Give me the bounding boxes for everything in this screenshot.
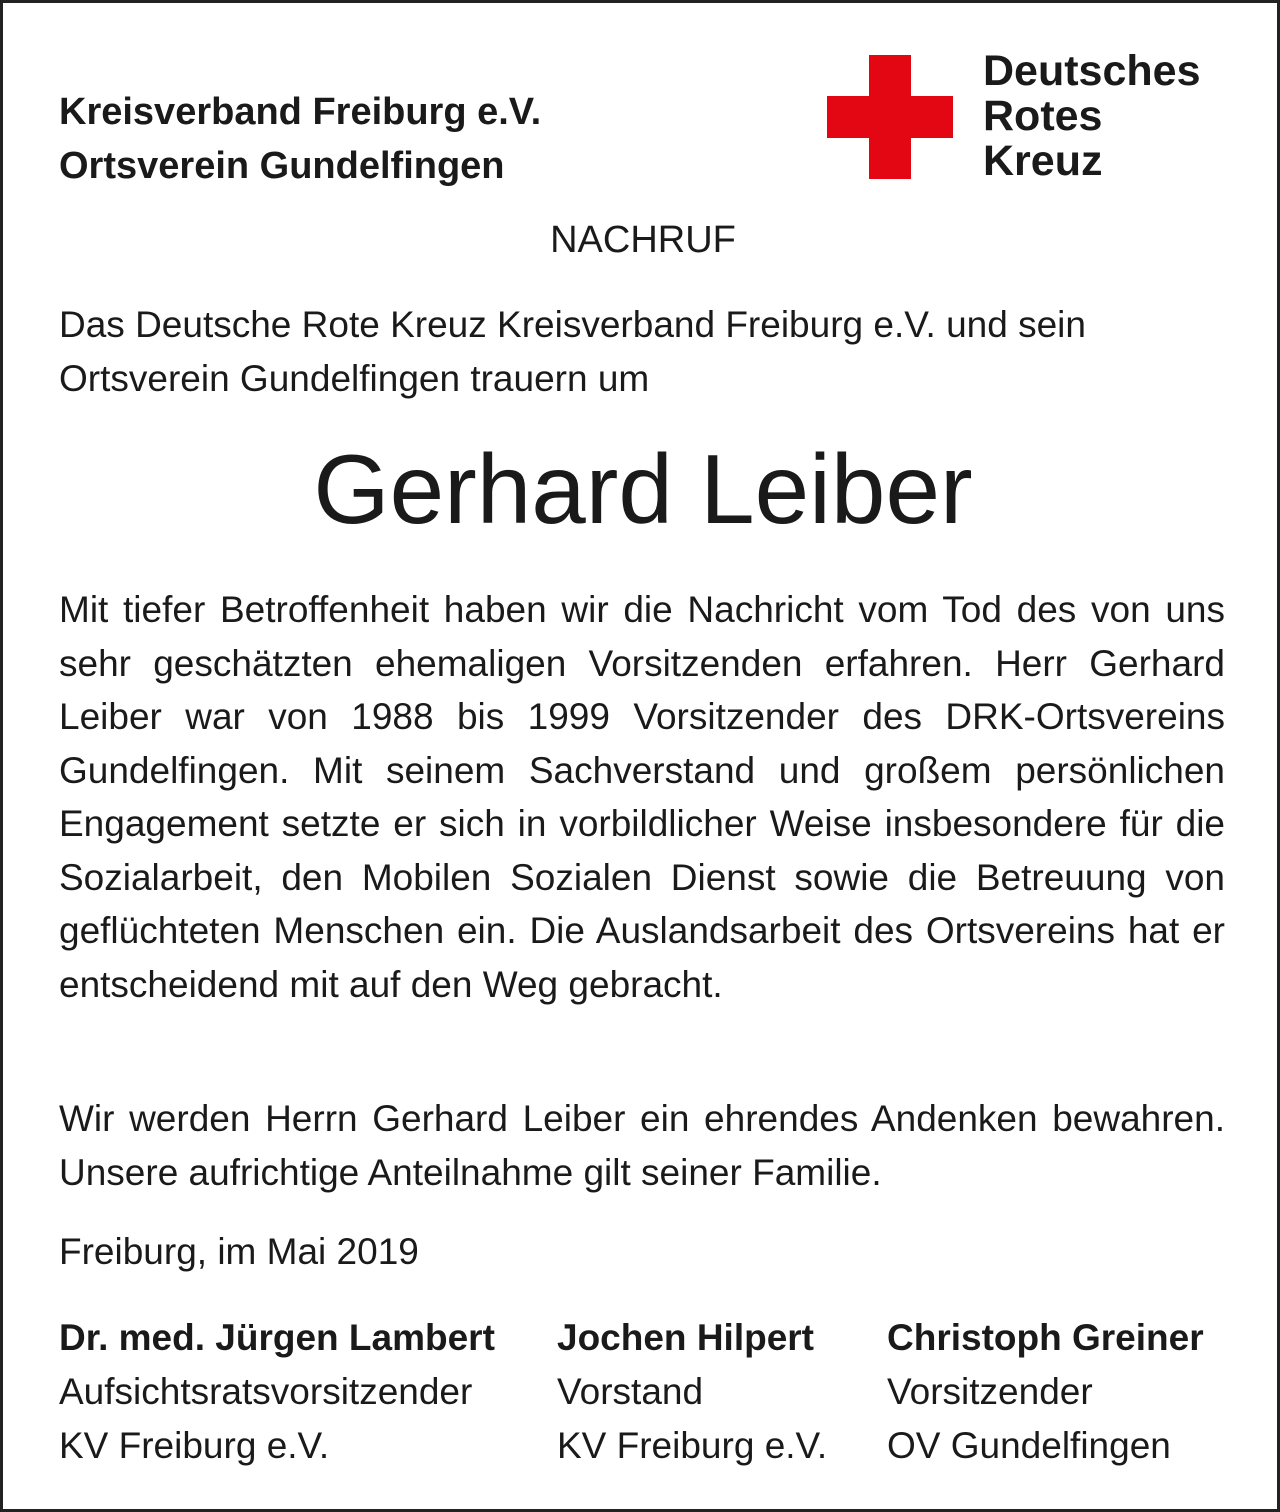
signatory-org: KV Freiburg e.V. (557, 1425, 828, 1466)
org-line-ortsverein: Ortsverein Gundelfingen (59, 145, 505, 187)
organization-header (59, 85, 541, 193)
logo-wordmark (983, 49, 1200, 184)
signatory-org: KV Freiburg e.V. (59, 1425, 330, 1466)
signatory-role: Vorstand (557, 1371, 704, 1412)
signatory-role: Aufsichtsratsvorsitzender (59, 1371, 473, 1412)
signatory-name: Dr. med. Jürgen Lambert (59, 1317, 495, 1358)
signatory-name: Christoph Greiner (887, 1317, 1204, 1358)
signatory-name: Jochen Hilpert (557, 1317, 814, 1358)
intro-paragraph: Das Deutsche Rote Kreuz Kreisverband Freiburg e.V. und sein Ortsverein Gundelfingen trauern um (59, 304, 1086, 399)
condolence-paragraph: Wir werden Herrn Gerhard Leiber ein ehrendes Andenken bewahren. Unsere aufrichtige Anteilnahme gilt seiner Familie. (59, 1098, 1225, 1193)
red-cross-icon (827, 55, 953, 179)
deceased-name: Gerhard Leiber (313, 434, 973, 544)
org-line-kreisverband: Kreisverband Freiburg e.V. (59, 91, 542, 133)
signatory-block (59, 1311, 495, 1473)
logo-word-rotes: Rotes (983, 92, 1103, 140)
place-and-date: Freiburg, im Mai 2019 (59, 1231, 419, 1272)
signatory-block (887, 1311, 1204, 1473)
signatory-block (557, 1311, 827, 1473)
logo-word-kreuz: Kreuz (983, 137, 1103, 185)
red-cross-horizontal-bar (827, 96, 953, 138)
signatory-org: OV Gundelfingen (887, 1425, 1171, 1466)
logo-word-deutsches: Deutsches (983, 47, 1201, 95)
drk-logo (827, 47, 1247, 185)
tribute-paragraph: Mit tiefer Betroffenheit haben wir die Nachricht vom Tod des von uns sehr geschätzten ehemaligen Vorsitzenden erfahren. Herr Gerhard Leiber war von 1988 bis 1999 Vorsitzender des DRK-Ortsvereins Gundelfingen. Mit seinem Sachverstand und großem persönlichen Engagement setzte er sich in vorbildlicher Weise insbesondere für die Sozialarbeit, den Mobilen Sozialen Dienst sowie die Betreuung von geflüchteten Menschen ein. Die Auslandsarbeit des Ortsvereins hat er entscheidend mit auf den Weg gebracht. (59, 589, 1225, 1005)
notice-title: NACHRUF (550, 219, 736, 261)
signatory-role: Vorsitzender (887, 1371, 1093, 1412)
